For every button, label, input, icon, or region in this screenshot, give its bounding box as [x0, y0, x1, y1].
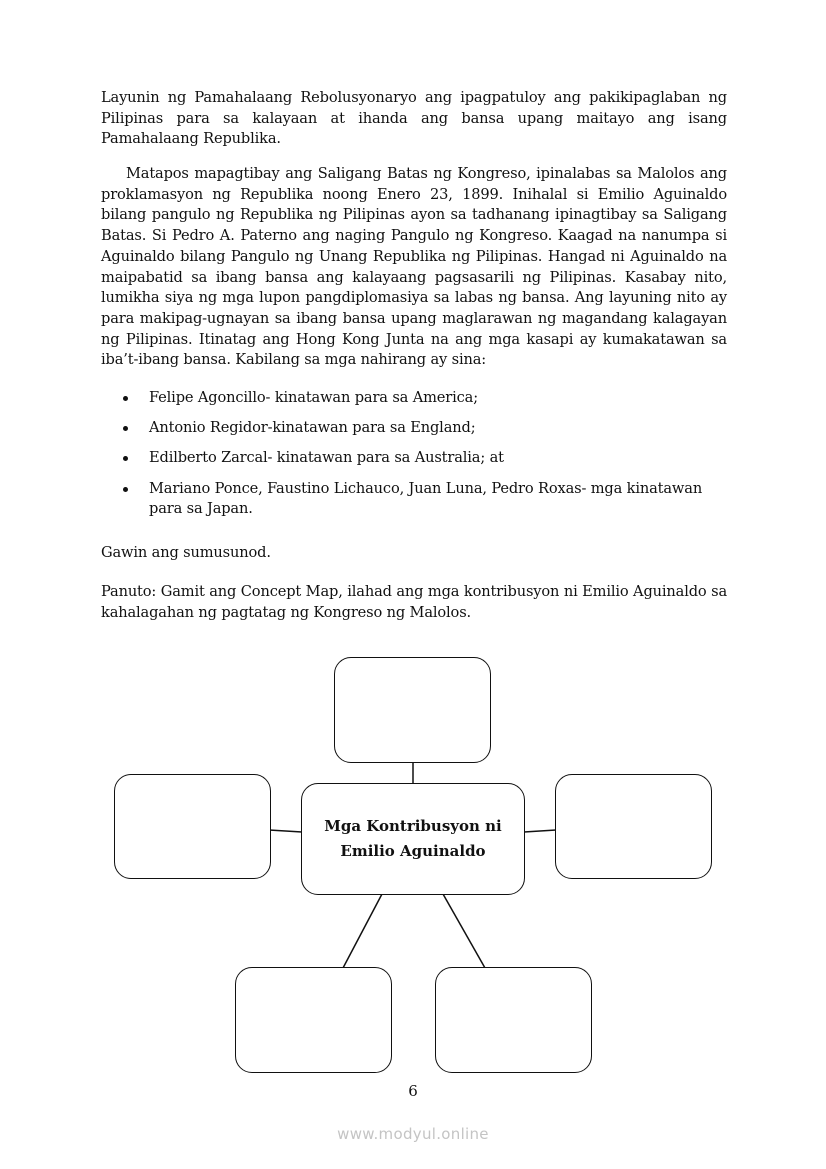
bullet-icon [123, 396, 128, 401]
list-item: Felipe Agoncillo- kinatawan para sa America; [101, 388, 727, 409]
page-number: 6 [408, 1082, 418, 1100]
delegates-list [101, 388, 727, 530]
concept-map-center [301, 783, 525, 895]
center-label-line1: Mga Kontribusyon ni [324, 817, 502, 835]
bullet-icon [123, 456, 128, 461]
list-item: Edilberto Zarcal- kinatawan para sa Australia; at [101, 448, 727, 469]
bullet-icon [123, 426, 128, 431]
intro-paragraph: Layunin ng Pamahalaang Rebolusyonaryo ang ipagpatuloy ang pakikipaglaban ng Pilipinas para sa kalayaan at ihanda ang bansa upang maitayo ang isang Pamahalaang Republika. [101, 89, 727, 148]
answer-box-bottom-right[interactable] [435, 967, 592, 1073]
center-label-line2: Emilio Aguinaldo [340, 842, 486, 860]
list-item: Antonio Regidor-kinatawan para sa England; [101, 418, 727, 439]
answer-box-bottom-left[interactable] [235, 967, 392, 1073]
answer-box-right[interactable] [555, 774, 712, 879]
instruction-heading: Gawin ang sumusunod. [101, 544, 271, 561]
instruction-text: Panuto: Gamit ang Concept Map, ilahad ang mga kontribusyon ni Emilio Aguinaldo sa kahalagahan ng pagtatag ng Kongreso ng Malolos. [101, 583, 727, 621]
watermark: www.modyul.online [337, 1125, 489, 1143]
list-item: Mariano Ponce, Faustino Lichauco, Juan Luna, Pedro Roxas- mga kinatawan para sa Japan. [101, 479, 727, 520]
answer-box-left[interactable] [114, 774, 271, 879]
bullet-icon [123, 487, 128, 492]
answer-box-top[interactable] [334, 657, 491, 763]
republic-paragraph: Matapos mapagtibay ang Saligang Batas ng Kongreso, ipinalabas sa Malolos ang proklamasyon ng Republika noong Enero 23, 1899. Inihalal si Emilio Aguinaldo bilang pangulo ng Republika ng Pilipinas ayon sa tadhanang ipinagtibay sa Saligang Batas. Si Pedro A. Paterno ang naging Pangulo ng Kongreso. Kaagad na nanumpa si Aguinaldo bilang Pangulo ng Unang Republika ng Pilipinas. Hangad ni Aguinaldo na maipabatid sa ibang bansa ang kalayaang pagsasarili ng Pilipinas. Kasabay nito, lumikha siya ng mga lupon pangdiplomasiya sa labas ng bansa. Ang layuning nito ay para makipag-ugnayan sa ibang bansa upang maglarawan ng magandang kalagayan ng Pilipinas. Itinatag ang Hong Kong Junta na ang mga kasapi ay kumakatawan sa iba’t-ibang bansa. Kabilang sa mga nahirang ay sina: [101, 165, 727, 369]
